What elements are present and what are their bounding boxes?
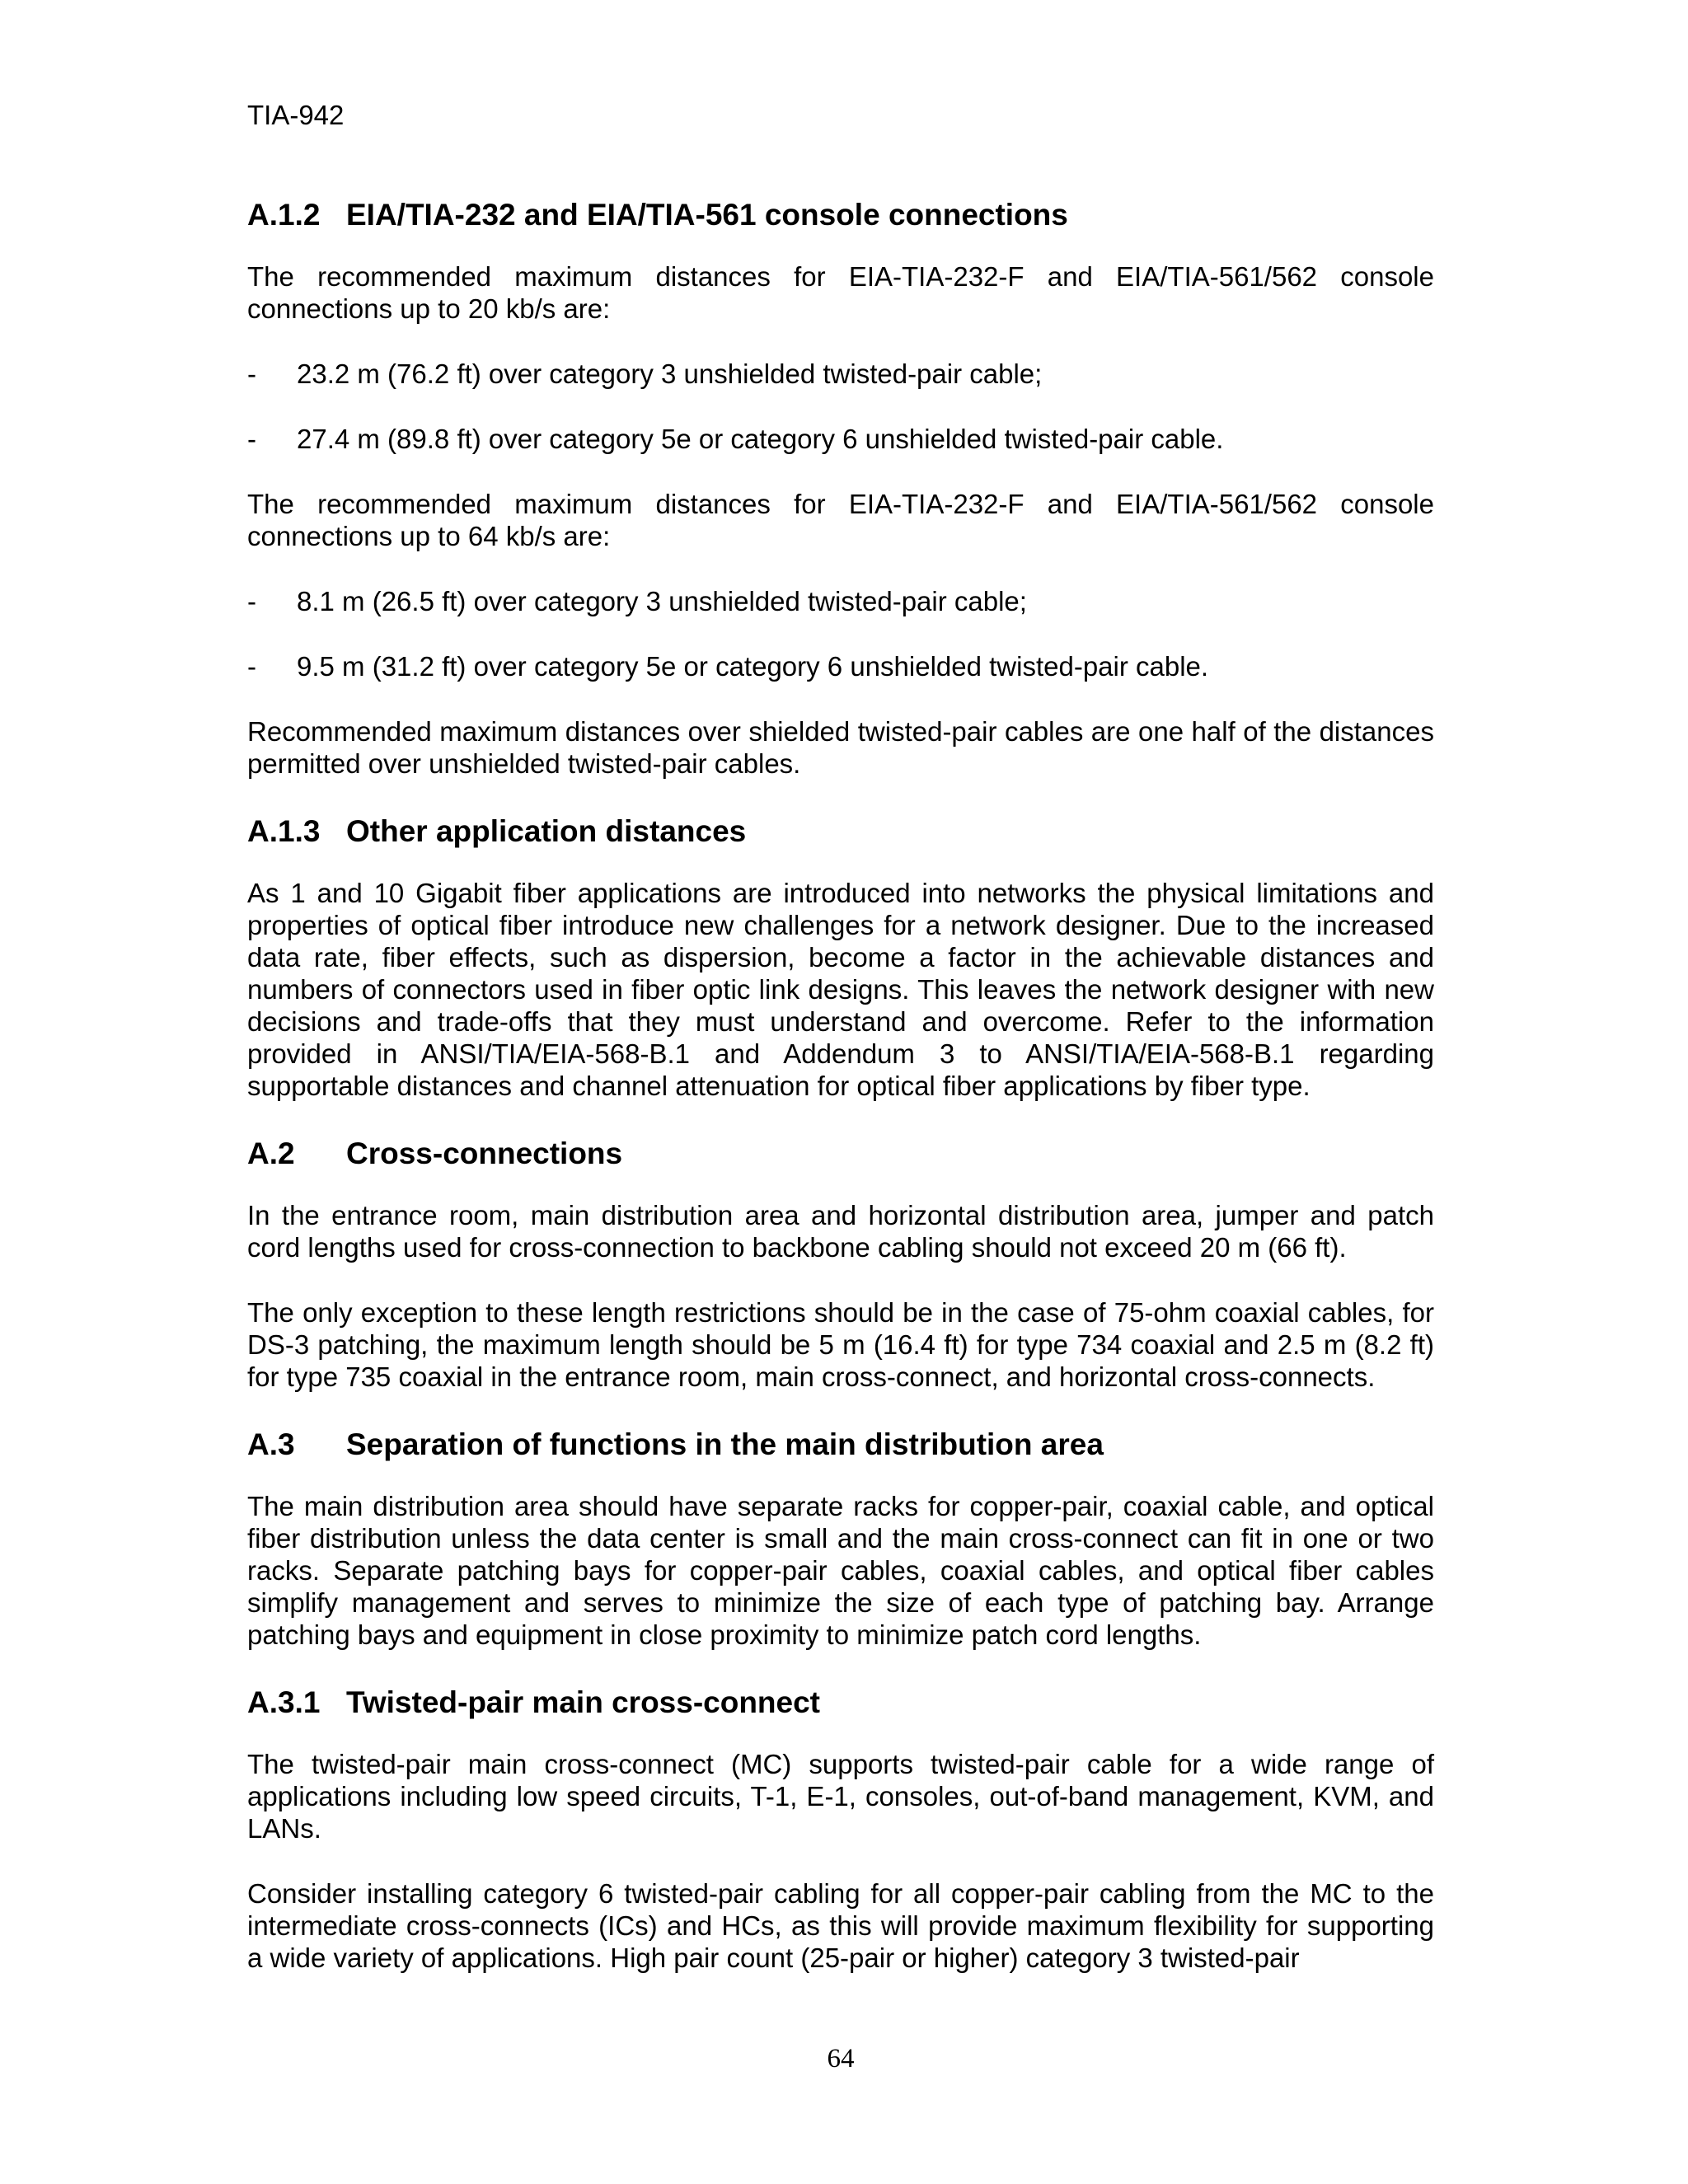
section-title: Cross-connections: [346, 1137, 623, 1170]
page-number: 64: [827, 2044, 855, 2074]
section-number: A.1.2: [247, 198, 321, 232]
paragraph: Consider installing category 6 twisted-pair cabling for all copper-pair cabling from the MC to the intermediate cross-connects (ICs) and HCs, as this will provide maximum flexibility for supporting a wide variety of applications. High pair count (25-pair or higher) category 3 twisted-pair: [247, 1878, 1434, 1973]
section-heading-a2: [247, 1135, 1434, 1173]
paragraph: In the entrance room, main distribution area and horizontal distribution area, jumper and patch cord lengths used for cross-connection to backbone cabling should not exceed 20 m (66 ft).: [247, 1200, 1434, 1263]
paragraph: The twisted-pair main cross-connect (MC) supports twisted-pair cable for a wide range of applications including low speed circuits, T-1, E-1, consoles, out-of-band management, KVM, and LANs.: [247, 1749, 1434, 1844]
section-heading-a112: [247, 196, 1434, 234]
section-number: A.3: [247, 1427, 295, 1461]
paragraph: The recommended maximum distances for EIA-TIA-232-F and EIA/TIA-561/562 console connections up to 20 kb/s are:: [247, 261, 1434, 324]
section-title: Other application distances: [346, 814, 747, 848]
bullet-dash: -: [247, 424, 256, 454]
section-heading-a31: [247, 1684, 1434, 1722]
list-item: [247, 585, 1434, 617]
section-number: A.3.1: [247, 1685, 321, 1719]
paragraph: As 1 and 10 Gigabit fiber applications are introduced into networks the physical limitations and properties of optical fiber introduce new challenges for a network designer. Due to the increased data rate, fiber effects, such as dispersion, become a factor in the achievable distances and numbers of connectors used in fiber optic link designs. This leaves the network designer with new decisions and trade-offs that they must understand and overcome. Refer to the information provided in ANSI/TIA/EIA-568-B.1 and Addendum 3 to ANSI/TIA/EIA-568-B.1 regarding supportable distances and channel attenuation for optical fiber applications by fiber type.: [247, 878, 1434, 1101]
list-item-text: 8.1 m (26.5 ft) over category 3 unshielded twisted-pair cable;: [297, 586, 1027, 616]
list-item-text: 9.5 m (31.2 ft) over category 5e or category 6 unshielded twisted-pair cable.: [297, 651, 1209, 682]
document-page: [247, 0, 1434, 2184]
section-title: Twisted-pair main cross-connect: [346, 1685, 820, 1719]
bullet-dash: -: [247, 586, 256, 616]
bullet-dash: -: [247, 359, 256, 389]
section-number: A.2: [247, 1137, 295, 1170]
list-item-text: 27.4 m (89.8 ft) over category 5e or category 6 unshielded twisted-pair cable.: [297, 424, 1224, 454]
paragraph: Recommended maximum distances over shielded twisted-pair cables are one half of the distances permitted over unshielded twisted-pair cables.: [247, 716, 1434, 779]
section-title: Separation of functions in the main distribution area: [346, 1427, 1104, 1461]
list-item: [247, 423, 1434, 455]
section-title: EIA/TIA-232 and EIA/TIA-561 console connections: [346, 198, 1068, 232]
paragraph: The main distribution area should have separate racks for copper-pair, coaxial cable, and optical fiber distribution unless the data center is small and the main cross-connect can fit in one or two racks. Separate patching bays for copper-pair cables, coaxial cables, and optical fiber cables simplify management and serves to minimize the size of each type of patching bay. Arrange patching bays and equipment in close proximity to minimize patch cord lengths.: [247, 1491, 1434, 1650]
running-header: TIA-942: [247, 100, 345, 130]
page-content: [247, 196, 1434, 2007]
list-item: [247, 358, 1434, 390]
section-heading-a3: [247, 1426, 1434, 1464]
paragraph: The only exception to these length restrictions should be in the case of 75-ohm coaxial cables, for DS-3 patching, the maximum length should be 5 m (16.4 ft) for type 734 coaxial and 2.5 m (8.2 ft) for type 735 coaxial in the entrance room, main cross-connect, and horizontal cross-connects.: [247, 1297, 1434, 1392]
bullet-dash: -: [247, 651, 256, 682]
section-heading-a113: [247, 813, 1434, 851]
list-item-text: 23.2 m (76.2 ft) over category 3 unshielded twisted-pair cable;: [297, 359, 1043, 389]
paragraph: The recommended maximum distances for EIA-TIA-232-F and EIA/TIA-561/562 console connections up to 64 kb/s are:: [247, 489, 1434, 551]
list-item: [247, 650, 1434, 682]
section-number: A.1.3: [247, 814, 321, 848]
